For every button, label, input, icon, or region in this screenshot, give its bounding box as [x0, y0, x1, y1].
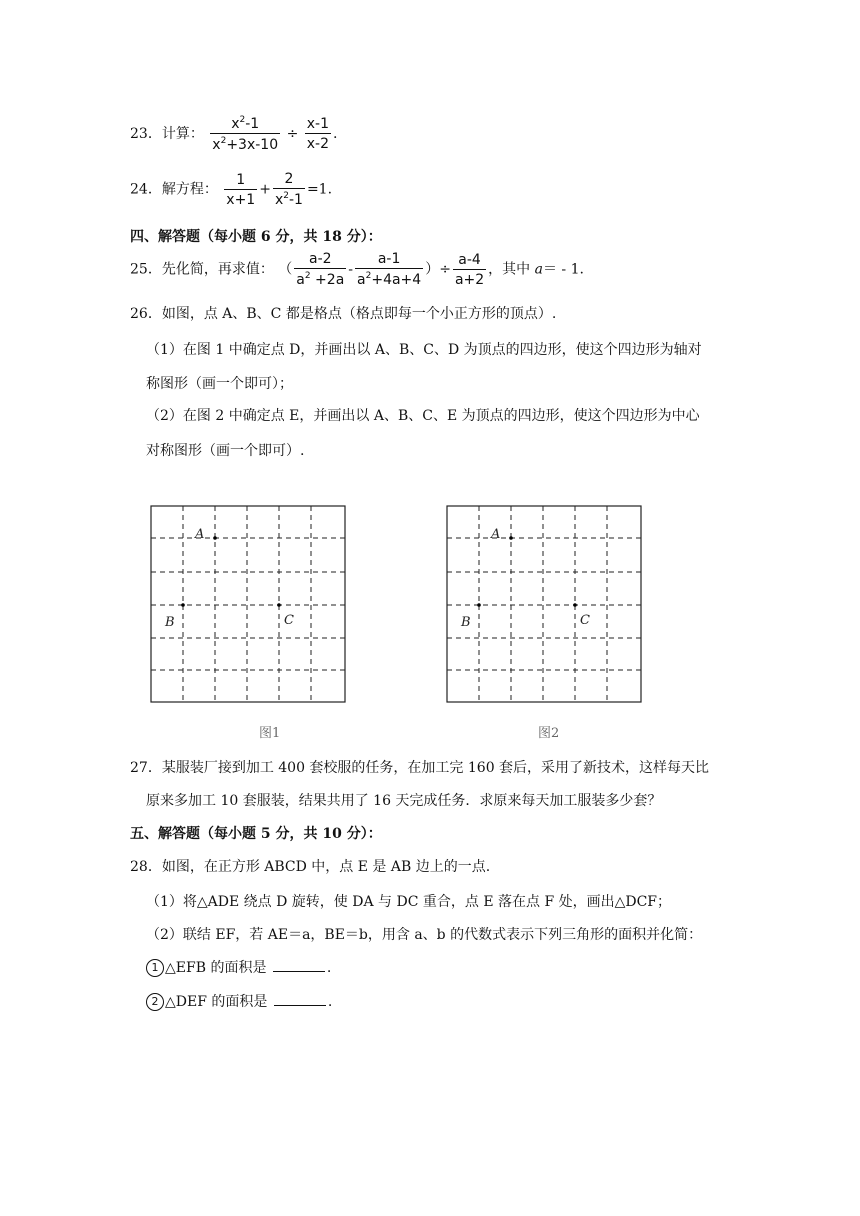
question-28-part1: （1）将△ADE 绕点 D 旋转，使 DA 与 DC 重合，点 E 落在点 F 处，画出△DCF；	[146, 894, 672, 910]
section-heading-4: 四、解答题（每小题 6 分，共 18 分）：	[130, 229, 382, 245]
answer-blank-2[interactable]	[274, 993, 326, 1006]
fraction-1: $\frac{a-2}{a^2 +2a}$	[296, 251, 345, 288]
point-b	[181, 603, 185, 607]
question-27-line2: 原来多加工 10 套服装，结果共用了 16 天完成任务．求原来每天加工服装多少套？	[146, 793, 662, 809]
question-28-sub1: 1 △EFB 的面积是 .	[146, 957, 331, 977]
divide-operator: ÷	[286, 126, 299, 142]
question-number: 23．	[130, 126, 162, 142]
label-b: B	[165, 615, 175, 630]
question-26-stem: 26．如图，点 A、B、C 都是格点（格点即每一个小正方形的顶点）.	[130, 306, 557, 322]
minus-operator: -	[348, 261, 354, 278]
fraction-3: $\frac{a-4}{a+2}$	[454, 251, 485, 288]
point-c	[277, 603, 281, 607]
point-c	[573, 603, 577, 607]
grid-figure-2	[442, 500, 648, 708]
grid-border	[447, 506, 641, 702]
question-26-part2-line2: 对称图形（画一个即可）.	[146, 443, 305, 459]
divide-operator: ÷	[439, 261, 451, 278]
label-c: C	[284, 613, 294, 628]
question-28-sub2: 2 △DEF 的面积是 .	[146, 991, 332, 1011]
point-a	[213, 536, 217, 540]
fraction-1: $\frac{1}{x+1}$	[226, 171, 256, 208]
question-23: 23．计算： $\frac{x^2-1}{x^2+3x-10}$ ÷ $\frac{x-1}{x-2}$ .	[130, 115, 338, 153]
question-label: 先化简，再求值：	[161, 261, 274, 278]
figure-1-caption: 图1	[259, 726, 281, 741]
question-27-line1: 27．某服装厂接到加工 400 套校服的任务，在加工完 160 套后，采用了新技术，这样每天比	[130, 760, 710, 776]
label-c: C	[580, 613, 590, 628]
plus-operator: +	[259, 181, 271, 198]
fraction-2: $\frac{2}{x^2-1}$	[274, 171, 303, 208]
fraction-1: $\frac{x^2-1}{x^2+3x-10}$	[212, 115, 279, 153]
point-b	[477, 603, 481, 607]
question-28-stem: 28．如图，在正方形 ABCD 中，点 E 是 AB 边上的一点.	[130, 859, 491, 875]
question-26-part1-line2: 称图形（画一个即可）；	[146, 376, 293, 392]
fraction-2: $\frac{x-1}{x-2}$	[306, 116, 329, 152]
section-heading-5: 五、解答题（每小题 5 分，共 10 分）：	[130, 826, 382, 842]
question-24: 24．解方程： $\frac{1}{x+1}$ + $\frac{2}{x^2-1}$ =1.	[130, 171, 333, 208]
question-25: 25．先化简，再求值： （ $\frac{a-2}{a^2 +2a}$ - $\frac{a-1}{a^2+4a+4}$ ）÷ $\frac{a-4}{a+2}$ ，其中 a＝ - 1.	[130, 251, 584, 288]
question-28-part2: （2）联结 EF，若 AE＝a，BE＝b，用含 a、b 的代数式表示下列三角形的面积并化简：	[146, 927, 703, 943]
circled-number-2: 2	[146, 993, 164, 1011]
question-label: 解方程：	[161, 181, 218, 198]
question-26-part1-line1: （1）在图 1 中确定点 D，并画出以 A、B、C、D 为顶点的四边形，使这个四边形为轴对	[146, 342, 702, 358]
answer-blank-1[interactable]	[273, 959, 325, 972]
label-b: B	[461, 615, 471, 630]
question-label: 计算：	[161, 126, 204, 142]
question-number: 24．	[130, 181, 162, 198]
label-a: A	[491, 527, 501, 542]
question-26-part2-line1: （2）在图 2 中确定点 E，并画出以 A、B、C、E 为顶点的四边形，使这个四边形为中心	[146, 408, 700, 424]
figure-2-caption: 图2	[538, 726, 560, 741]
grid-figure-1	[146, 500, 352, 708]
point-a	[509, 536, 513, 540]
label-a: A	[195, 527, 205, 542]
circled-number-1: 1	[146, 959, 164, 977]
question-number: 25．	[130, 261, 162, 278]
fraction-2: $\frac{a-1}{a^2+4a+4}$	[357, 251, 422, 288]
grid-border	[151, 506, 345, 702]
